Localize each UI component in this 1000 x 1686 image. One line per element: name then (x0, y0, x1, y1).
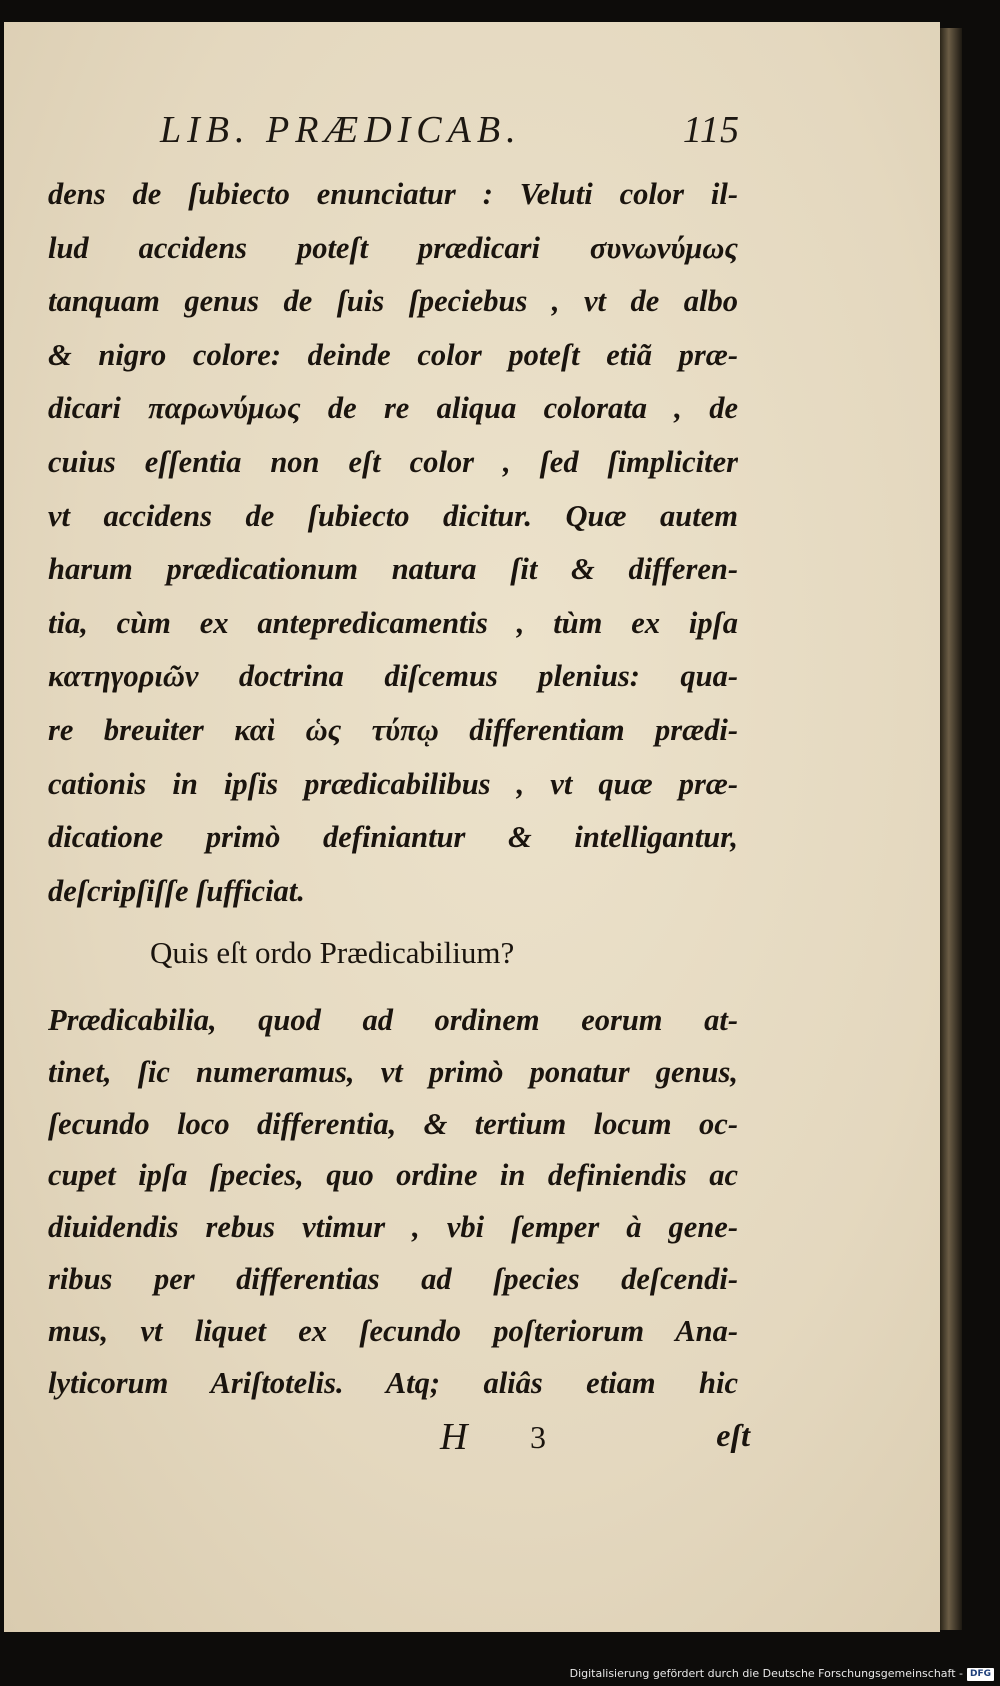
text-line: vt accidens de ſubiecto dicitur. Quæ autem (48, 498, 738, 533)
page-number: 115 (682, 109, 740, 151)
text-line: tia, cùm ex antepredicamentis , tùm ex ipſa (48, 605, 738, 640)
text-line: re breuiter καὶ ὡς τύπῳ differentiam prædi- (48, 712, 738, 747)
section-text (48, 995, 738, 1409)
text-line: ſecundo loco differentia, & tertium locum oc- (48, 1106, 738, 1141)
running-head-title: LIB. PRÆDICAB. (160, 109, 522, 151)
body-text (48, 168, 738, 918)
text-line: tinet, ſic numeramus, vt primò ponatur genus, (48, 1054, 738, 1089)
text-line: cupet ipſa ſpecies, quo ordine in definiendis ac (48, 1158, 738, 1193)
text-line: cuius eſſentia non eſt color , ſed ſimpliciter (48, 444, 738, 479)
digitization-credit (570, 1664, 994, 1684)
signature-mark: H (440, 1416, 468, 1458)
signature-number: 3 (530, 1419, 546, 1455)
page-footer (430, 1415, 750, 1465)
text-line: harum prædicationum natura ſit & differen- (48, 552, 738, 587)
text-line: κατηγοριῶν doctrina diſcemus plenius: qua- (48, 659, 738, 694)
text-line: & nigro colore: deinde color poteſt etiã præ- (48, 337, 738, 372)
text-line: deſcripſiſſe ſufficiat. (48, 873, 305, 908)
section-heading: Quis eſt ordo Prædicabilium? (150, 935, 515, 970)
text-line: dicatione primò definiantur & intelligantur, (48, 820, 738, 855)
text-line: tanquam genus de ſuis ſpeciebus , vt de albo (48, 284, 738, 319)
text-line: lud accidens poteſt prædicari συνωνύμως (48, 230, 738, 265)
text-line: dens de ſubiecto enunciatur : Veluti color il- (48, 177, 738, 211)
text-line: diuidendis rebus vtimur , vbi ſemper à gene- (48, 1210, 738, 1245)
credit-text: Digitalisierung gefördert durch die Deutsche Forschungsgemeinschaft - (569, 1667, 963, 1680)
text-line: ribus per differentias ad ſpecies deſcendi- (48, 1261, 738, 1296)
running-head (160, 108, 740, 158)
text-line: dicari παρωνύμως de re aliqua colorata , de (48, 391, 738, 426)
text-line: cationis in ipſis prædicabilibus , vt quæ præ- (48, 766, 738, 801)
catchword: eſt (716, 1417, 750, 1453)
page-fore-edge (940, 28, 962, 1630)
dfg-logo: DFG (967, 1668, 994, 1681)
text-line: lyticorum Ariſtotelis. Atq; aliâs etiam hic (48, 1365, 738, 1400)
text-line: mus, vt liquet ex ſecundo poſteriorum Ana- (48, 1313, 738, 1348)
text-line: Prædicabilia, quod ad ordinem eorum at- (48, 1003, 738, 1037)
